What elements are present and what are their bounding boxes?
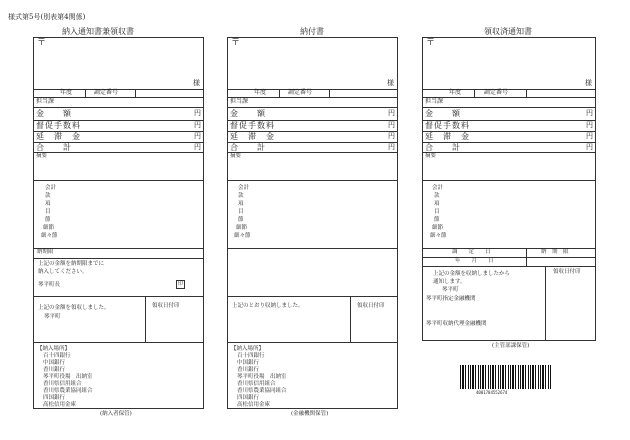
year-label: 年度 xyxy=(254,89,267,96)
amount-row: 金 額 xyxy=(230,109,266,118)
payment-place: 四国銀行 xyxy=(237,395,260,401)
department-label: 担当課 xyxy=(36,98,55,105)
account-label: 細々節 xyxy=(41,233,58,239)
amount-row: 延 滞 金 xyxy=(425,132,470,141)
account-label: 節 xyxy=(45,217,51,223)
yen-unit: 円 xyxy=(586,121,593,129)
amount-row: 督促手数料 xyxy=(36,121,81,130)
payment-place: 香川県信用組合 xyxy=(43,381,82,387)
notify-text: 琴平町 xyxy=(442,287,459,293)
summary-label: 摘要 xyxy=(36,153,48,159)
summary-label: 摘要 xyxy=(230,153,242,159)
payment-place: 高松信用金庫 xyxy=(43,402,77,408)
honorific: 様 xyxy=(585,79,592,87)
payment-place: 中国銀行 xyxy=(237,360,260,366)
amount-row: 合 計 xyxy=(425,143,461,152)
yen-unit: 円 xyxy=(388,143,395,151)
account-label: 項 xyxy=(45,201,51,207)
account-label: 会計 xyxy=(45,185,57,191)
panel-footer: (金融機関保管) xyxy=(291,411,329,417)
amount-row: 延 滞 金 xyxy=(36,132,81,141)
year-label: 年度 xyxy=(449,89,462,96)
notify-text: 通知します。 xyxy=(433,279,466,285)
receipt-text: 上記のとおり収納しました。 xyxy=(232,303,304,309)
year-label: 年度 xyxy=(60,89,73,96)
account-label: 細々節 xyxy=(234,233,251,239)
postal-mark: 〒 xyxy=(231,38,241,48)
notify-text: 上記の金額を収納しましたから xyxy=(433,271,511,277)
receipt-text: 琴平町 xyxy=(44,314,61,320)
panel-footer: (主管部課保管) xyxy=(492,343,530,349)
number-label: 調定番号 xyxy=(288,89,313,96)
payment-places-title: 【納入場所】 xyxy=(231,346,265,352)
barcode xyxy=(460,365,552,389)
payment-place: 琴平町役場 出納室 xyxy=(237,374,287,380)
yen-unit: 円 xyxy=(194,121,201,129)
yen-unit: 円 xyxy=(194,132,201,140)
deadline-label: 納期限 xyxy=(37,249,54,255)
payment-places-title: 【納入場所】 xyxy=(37,346,71,352)
issuer-name: 琴平町長 xyxy=(38,282,61,288)
panel-title: 領収済通知書 xyxy=(484,27,532,36)
receipt-date-stamp-label: 領収日付印 xyxy=(553,269,581,275)
account-label: 目 xyxy=(45,209,51,215)
deadline-label: 納 期 限 xyxy=(541,249,569,255)
account-label: 目 xyxy=(238,209,244,215)
seal-box: 印 xyxy=(177,281,183,287)
amount-row: 合 計 xyxy=(36,143,72,152)
payment-place: 香川銀行 xyxy=(237,367,260,373)
amount-row: 延 滞 金 xyxy=(230,132,275,141)
amount-row: 金 額 xyxy=(36,109,72,118)
payment-place: 琴平町役場 出納室 xyxy=(43,374,93,380)
yen-unit: 円 xyxy=(586,109,593,117)
notice-text: 納入してください。 xyxy=(38,269,88,275)
account-label: 細々節 xyxy=(430,233,447,239)
panel-title: 納付書 xyxy=(300,27,324,36)
payment-place: 高松信用金庫 xyxy=(237,402,271,408)
agent-bank: 琴平町収納代理金融機関 xyxy=(426,321,487,327)
department-label: 担当課 xyxy=(425,98,444,105)
yen-unit: 円 xyxy=(586,132,593,140)
amount-row: 督促手数料 xyxy=(230,121,275,130)
summary-label: 摘要 xyxy=(425,153,437,159)
receipt-date-stamp-label: 領収日付印 xyxy=(357,303,385,309)
account-label: 細節 xyxy=(236,225,248,231)
payment-place: 香川県信用組合 xyxy=(237,381,276,387)
department-label: 担当課 xyxy=(230,98,249,105)
payment-place: 香川県農業協同組合 xyxy=(43,388,93,394)
yen-unit: 円 xyxy=(388,109,395,117)
honorific: 様 xyxy=(387,79,394,87)
account-label: 項 xyxy=(238,201,244,207)
account-label: 項 xyxy=(434,201,440,207)
account-label: 目 xyxy=(434,209,440,215)
panel-footer: (納入者保管) xyxy=(100,411,132,417)
barcode-number: 4001784552674 xyxy=(476,390,508,395)
postal-mark: 〒 xyxy=(37,38,47,48)
account-label: 細節 xyxy=(432,225,444,231)
payment-place: 百十四銀行 xyxy=(237,353,265,359)
number-label: 調定番号 xyxy=(94,89,119,96)
yen-unit: 円 xyxy=(194,143,201,151)
notice-text: 上記の金額を納期限までに xyxy=(38,261,105,267)
receipt-text: 上記の金額を領収しました。 xyxy=(38,305,110,311)
yen-unit: 円 xyxy=(586,143,593,151)
number-label: 調定番号 xyxy=(484,89,509,96)
payment-place: 香川銀行 xyxy=(43,367,66,373)
designated-bank: 琴平町指定金融機関 xyxy=(426,296,476,302)
account-label: 細節 xyxy=(43,225,55,231)
account-label: 款 xyxy=(434,193,440,199)
yen-unit: 円 xyxy=(388,132,395,140)
amount-row: 合 計 xyxy=(230,143,266,152)
payment-place: 香川県農業協同組合 xyxy=(237,388,287,394)
date-format: 年 月 日 xyxy=(455,258,494,264)
form-number: 様式第5号(別表第4関係) xyxy=(8,13,86,21)
account-label: 節 xyxy=(238,217,244,223)
assessment-date-label: 調 定 日 xyxy=(452,249,491,255)
account-label: 会計 xyxy=(432,185,444,191)
account-label: 款 xyxy=(45,193,51,199)
yen-unit: 円 xyxy=(194,109,201,117)
panel-title: 納入通知書兼領収書 xyxy=(62,27,134,36)
account-label: 款 xyxy=(238,193,244,199)
payment-place: 四国銀行 xyxy=(43,395,66,401)
account-label: 節 xyxy=(434,217,440,223)
payment-place: 中国銀行 xyxy=(43,360,66,366)
receipt-date-stamp-label: 領収日付印 xyxy=(152,303,180,309)
account-label: 会計 xyxy=(238,185,250,191)
yen-unit: 円 xyxy=(388,121,395,129)
honorific: 様 xyxy=(193,79,200,87)
amount-row: 督促手数料 xyxy=(425,121,470,130)
postal-mark: 〒 xyxy=(426,38,436,48)
amount-row: 金 額 xyxy=(425,109,461,118)
payment-place: 百十四銀行 xyxy=(43,353,71,359)
